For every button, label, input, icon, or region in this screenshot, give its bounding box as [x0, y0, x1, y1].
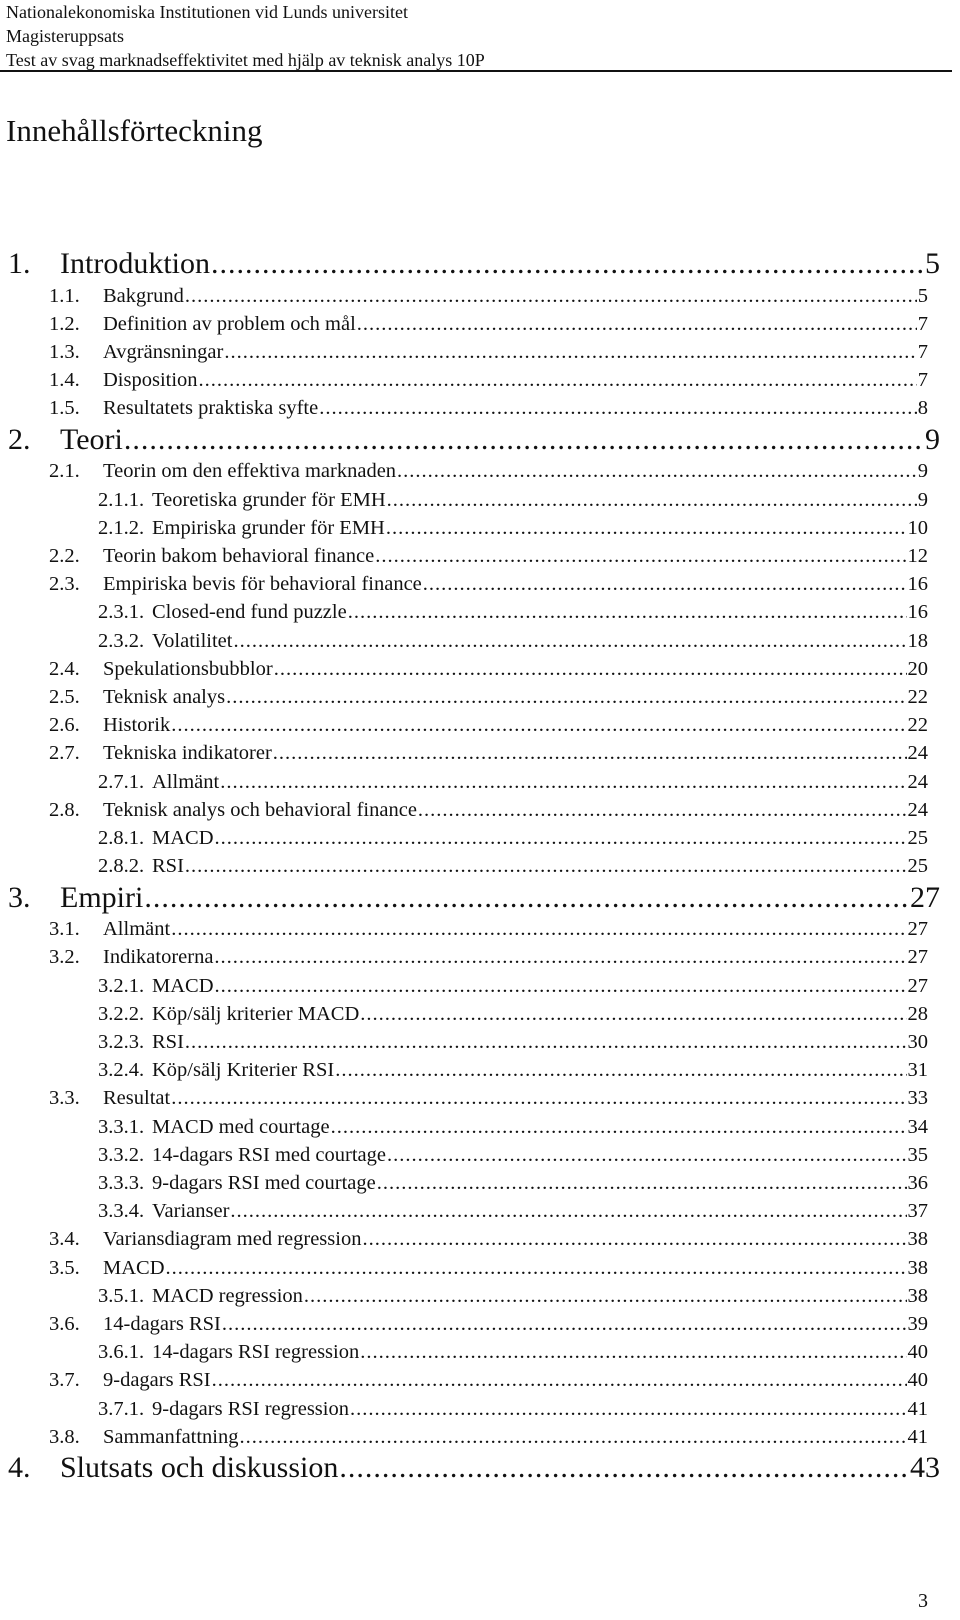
toc-entry-number: 3.2.2. — [98, 1002, 145, 1025]
toc-entry-title: 9-dagars RSI — [103, 1369, 211, 1392]
toc-entry-page: 25 — [907, 826, 928, 849]
toc-entry-title: Spekulationsbubblor — [103, 657, 273, 680]
toc-entry-page: 27 — [907, 918, 928, 941]
toc-entry-title: Allmänt — [103, 918, 171, 941]
toc-entry-title: MACD med courtage — [152, 1115, 330, 1138]
toc-entry[interactable] — [0, 1169, 960, 1197]
dot-leader — [423, 570, 907, 598]
toc-entry-number: 2.2. — [49, 544, 80, 567]
toc-entry[interactable] — [0, 542, 960, 570]
toc-entry-number: 3.5. — [49, 1256, 80, 1279]
toc-entry-number: 2.3.2. — [98, 629, 145, 652]
toc-entry-number: 3.2. — [49, 946, 80, 969]
dot-leader — [222, 1310, 907, 1338]
toc-entry-title: Teoretiska grunder för EMH — [152, 488, 386, 511]
toc-entry-number: 2. — [8, 422, 31, 456]
toc-entry-number: 3.5.1. — [98, 1284, 145, 1307]
dot-leader — [331, 1113, 907, 1141]
toc-entry[interactable] — [0, 1225, 960, 1253]
toc-entry-number: 1. — [8, 247, 31, 280]
toc-entry[interactable] — [0, 422, 960, 458]
dot-leader — [387, 1141, 907, 1169]
dot-leader — [397, 457, 917, 485]
toc-entry[interactable] — [0, 1282, 960, 1310]
toc-entry-number: 3.2.4. — [98, 1059, 145, 1082]
toc-entry-number: 2.8. — [49, 798, 80, 821]
toc-entry-number: 3.3.2. — [98, 1143, 145, 1166]
toc-entry-page: 38 — [907, 1228, 928, 1251]
toc-entry-page: 40 — [907, 1369, 928, 1392]
toc-entry-title: Closed-end fund puzzle — [152, 601, 347, 624]
toc-entry-page: 5 — [925, 247, 940, 280]
toc-entry-page: 7 — [917, 369, 928, 392]
dot-leader — [348, 598, 907, 626]
dot-leader — [274, 655, 907, 683]
toc-entry-number: 1.1. — [49, 284, 80, 307]
page-number: 3 — [918, 1590, 928, 1612]
toc-entry[interactable] — [0, 1450, 960, 1486]
toc-entry-number: 1.2. — [49, 312, 80, 335]
toc-entry-number: 3.6.1. — [98, 1341, 145, 1364]
toc-entry-title: 9-dagars RSI regression — [152, 1397, 349, 1420]
dot-leader — [215, 824, 907, 852]
toc-entry[interactable] — [0, 824, 960, 852]
toc-entry-number: 2.1. — [49, 460, 80, 483]
toc-entry[interactable] — [0, 627, 960, 655]
toc-entry-title: MACD — [152, 974, 214, 997]
dot-leader — [387, 486, 917, 514]
toc-entry[interactable] — [0, 394, 960, 422]
dot-leader — [215, 972, 907, 1000]
dot-leader — [386, 514, 907, 542]
toc-entry-page: 24 — [907, 742, 928, 765]
toc-entry[interactable] — [0, 486, 960, 514]
toc-entry-title: Definition av problem och mål — [103, 312, 356, 335]
toc-entry-number: 3.2.1. — [98, 974, 145, 997]
dot-leader — [304, 1282, 907, 1310]
dot-leader — [360, 1000, 906, 1028]
toc-entry[interactable] — [0, 570, 960, 598]
dot-leader — [319, 394, 917, 422]
toc-entry-page: 7 — [917, 340, 928, 363]
toc-entry-page: 22 — [907, 714, 928, 737]
dot-leader — [199, 366, 917, 394]
toc-entry-title: Empiriska grunder för EMH — [152, 516, 385, 539]
toc-entry-page: 7 — [917, 312, 928, 335]
toc-entry-title: Teori — [60, 422, 123, 456]
toc-entry-number: 2.1.2. — [98, 516, 145, 539]
toc-entry-number: 2.7.1. — [98, 770, 145, 793]
toc-entry-page: 16 — [907, 573, 928, 596]
toc-entry-page: 16 — [907, 601, 928, 624]
dot-leader — [212, 1366, 907, 1394]
toc-entry[interactable] — [0, 310, 960, 338]
dot-leader — [360, 1338, 906, 1366]
toc-entry-page: 9 — [925, 422, 940, 456]
toc-entry-title: Historik — [103, 714, 171, 737]
toc-entry-number: 2.5. — [49, 685, 80, 708]
toc-entry-title: Teorin om den effektiva marknaden — [103, 460, 397, 483]
toc-entry[interactable] — [0, 1084, 960, 1112]
toc-entry-title: Teknisk analys — [103, 685, 226, 708]
toc-entry[interactable] — [0, 1310, 960, 1338]
toc-entry-number: 2.7. — [49, 742, 80, 765]
toc-entry-number: 2.8.1. — [98, 826, 145, 849]
toc-entry-page: 5 — [917, 284, 928, 307]
toc-entry-page: 10 — [907, 516, 928, 539]
toc-entry-page: 35 — [907, 1143, 928, 1166]
dot-leader — [211, 246, 924, 282]
dot-leader — [233, 627, 906, 655]
toc-entry[interactable] — [0, 1113, 960, 1141]
toc-entry[interactable] — [0, 1423, 960, 1451]
toc-entry-page: 31 — [907, 1059, 928, 1082]
dot-leader — [185, 1028, 907, 1056]
header-thesis-type: Magisteruppsats — [6, 26, 124, 46]
toc-entry-title: Tekniska indikatorer — [103, 742, 272, 765]
toc-entry[interactable] — [0, 338, 960, 366]
dot-leader — [418, 796, 907, 824]
dot-leader — [185, 282, 917, 310]
toc-entry-page: 9 — [917, 460, 928, 483]
dot-leader — [185, 852, 907, 880]
dot-leader — [171, 1084, 906, 1112]
toc-entry-title: Resultat — [103, 1087, 171, 1110]
toc-entry[interactable] — [0, 1141, 960, 1169]
toc-entry-number: 3.1. — [49, 918, 80, 941]
toc-entry-title: Resultatets praktiska syfte — [103, 397, 319, 420]
toc-entry[interactable] — [0, 1000, 960, 1028]
toc-entry-number: 3.3.3. — [98, 1171, 145, 1194]
toc-entry[interactable] — [0, 711, 960, 739]
toc-entry-title: 9-dagars RSI med courtage — [152, 1171, 376, 1194]
dot-leader — [220, 768, 906, 796]
toc-entry-title: Teknisk analys och behavioral finance — [103, 798, 417, 821]
toc-entry-page: 24 — [907, 770, 928, 793]
toc-entry-title: 14-dagars RSI med courtage — [152, 1143, 386, 1166]
toc-entry-page: 27 — [907, 974, 928, 997]
toc-entry[interactable] — [0, 943, 960, 971]
toc-entry-page: 43 — [910, 1451, 940, 1485]
toc-entry[interactable] — [0, 1028, 960, 1056]
toc-entry-title: Indikatorerna — [103, 946, 214, 969]
toc-entry-number: 3.8. — [49, 1425, 80, 1448]
toc-entry-page: 28 — [907, 1002, 928, 1025]
toc-entry-page: 27 — [907, 946, 928, 969]
toc-entry[interactable] — [0, 655, 960, 683]
toc-entry-number: 2.3. — [49, 573, 80, 596]
toc-entry-page: 20 — [907, 657, 928, 680]
toc-entry-page: 37 — [907, 1200, 928, 1223]
toc-entry-page: 9 — [917, 488, 928, 511]
toc-entry-page: 41 — [907, 1397, 928, 1420]
dot-leader — [214, 943, 906, 971]
toc-entry-page: 24 — [907, 798, 928, 821]
toc-entry[interactable] — [0, 739, 960, 767]
toc-entry[interactable] — [0, 246, 960, 282]
toc-entry-page: 40 — [907, 1341, 928, 1364]
toc-entry-page: 34 — [907, 1115, 928, 1138]
toc-entry-number: 2.4. — [49, 657, 80, 680]
toc-entry-number: 3.4. — [49, 1228, 80, 1251]
toc-entry-title: MACD — [152, 826, 214, 849]
toc-entry-page: 25 — [907, 855, 928, 878]
dot-leader — [166, 1254, 907, 1282]
header-institution: Nationalekonomiska Institutionen vid Lunds universitet — [6, 2, 408, 22]
toc-entry[interactable] — [0, 514, 960, 542]
toc-entry-title: Bakgrund — [103, 284, 184, 307]
dot-leader — [375, 542, 906, 570]
toc-entry-page: 12 — [907, 544, 928, 567]
toc-entry-number: 1.4. — [49, 369, 80, 392]
dot-leader — [124, 422, 924, 458]
toc-entry[interactable] — [0, 1366, 960, 1394]
toc-entry-page: 38 — [907, 1256, 928, 1279]
dot-leader — [144, 880, 909, 916]
toc-entry-number: 1.5. — [49, 397, 80, 420]
dot-leader — [357, 310, 917, 338]
toc-entry-page: 41 — [907, 1425, 928, 1448]
toc-entry[interactable] — [0, 598, 960, 626]
toc-entry-title: Köp/sälj kriterier MACD — [152, 1002, 360, 1025]
dot-leader — [230, 1197, 906, 1225]
toc-entry-title: Variansdiagram med regression — [103, 1228, 362, 1251]
dot-leader — [171, 711, 906, 739]
toc-entry-number: 2.1.1. — [98, 488, 145, 511]
toc-entry[interactable] — [0, 972, 960, 1000]
toc-entry-number: 3.3. — [49, 1087, 80, 1110]
toc-entry-title: RSI — [152, 855, 184, 878]
toc-entry[interactable] — [0, 768, 960, 796]
toc-entry-page: 38 — [907, 1284, 928, 1307]
toc-entry[interactable] — [0, 796, 960, 824]
toc-entry-number: 3.2.3. — [98, 1030, 145, 1053]
toc-entry-number: 3.7. — [49, 1369, 80, 1392]
dot-leader — [350, 1395, 907, 1423]
toc-entry-title: Varianser — [152, 1200, 230, 1223]
dot-leader — [339, 1450, 909, 1486]
toc-entry-title: MACD regression — [152, 1284, 303, 1307]
dot-leader — [240, 1423, 907, 1451]
toc-entry-title: 14-dagars RSI — [103, 1312, 221, 1335]
toc-entry-title: Introduktion — [60, 247, 210, 280]
toc-entry-number: 1.3. — [49, 340, 80, 363]
toc-entry-page: 30 — [907, 1030, 928, 1053]
dot-leader — [224, 338, 916, 366]
toc-entry[interactable] — [0, 282, 960, 310]
toc-entry-number: 3.7.1. — [98, 1397, 145, 1420]
dot-leader — [226, 683, 906, 711]
toc-entry-title: Empiri — [60, 880, 144, 914]
toc-entry-page: 39 — [907, 1312, 928, 1335]
toc-entry[interactable] — [0, 1395, 960, 1423]
toc-entry-number: 4. — [8, 1451, 31, 1485]
dot-leader — [335, 1056, 906, 1084]
toc-entry-number: 3.3.1. — [98, 1115, 145, 1138]
toc-entry[interactable] — [0, 852, 960, 880]
toc-entry-page: 33 — [907, 1087, 928, 1110]
toc-entry-title: RSI — [152, 1030, 184, 1053]
toc-entry-title: Sammanfattning — [103, 1425, 239, 1448]
toc-entry[interactable] — [0, 1197, 960, 1225]
toc-entry-title: MACD — [103, 1256, 165, 1279]
toc-entry[interactable] — [0, 366, 960, 394]
dot-leader — [362, 1225, 906, 1253]
toc-entry-title: Allmänt — [152, 770, 220, 793]
toc-entry-page: 22 — [907, 685, 928, 708]
toc-entry[interactable] — [0, 1254, 960, 1282]
toc-entry-number: 3. — [8, 880, 31, 914]
toc-entry-page: 18 — [907, 629, 928, 652]
toc-entry[interactable] — [0, 1338, 960, 1366]
toc-entry[interactable] — [0, 457, 960, 485]
toc-entry[interactable] — [0, 915, 960, 943]
toc-entry-title: Teorin bakom behavioral finance — [103, 544, 375, 567]
header-thesis-title: Test av svag marknadseffektivitet med hjälp av teknisk analys 10P — [6, 50, 485, 70]
toc-entry-title: Avgränsningar — [103, 340, 224, 363]
dot-leader — [171, 915, 906, 943]
toc-heading: Innehållsförteckning — [6, 113, 263, 148]
toc-entry-number: 3.3.4. — [98, 1200, 145, 1223]
toc-entry[interactable] — [0, 1056, 960, 1084]
dot-leader — [377, 1169, 907, 1197]
toc-entry-title: 14-dagars RSI regression — [152, 1341, 360, 1364]
toc-entry-page: 36 — [907, 1171, 928, 1194]
toc-entry[interactable] — [0, 880, 960, 916]
toc-entry-number: 2.8.2. — [98, 855, 145, 878]
toc-entry-page: 27 — [910, 880, 940, 914]
toc-entry-title: Volatilitet — [152, 629, 233, 652]
toc-entry-number: 2.3.1. — [98, 601, 145, 624]
toc-entry-title: Disposition — [103, 369, 198, 392]
toc-entry-title: Köp/sälj Kriterier RSI — [152, 1059, 335, 1082]
dot-leader — [273, 739, 907, 767]
toc-entry[interactable] — [0, 683, 960, 711]
toc-entry-title: Empiriska bevis för behavioral finance — [103, 573, 422, 596]
toc-entry-number: 2.6. — [49, 714, 80, 737]
toc-entry-number: 3.6. — [49, 1312, 80, 1335]
toc-entry-page: 8 — [917, 397, 928, 420]
toc-entry-title: Slutsats och diskussion — [60, 1451, 339, 1485]
